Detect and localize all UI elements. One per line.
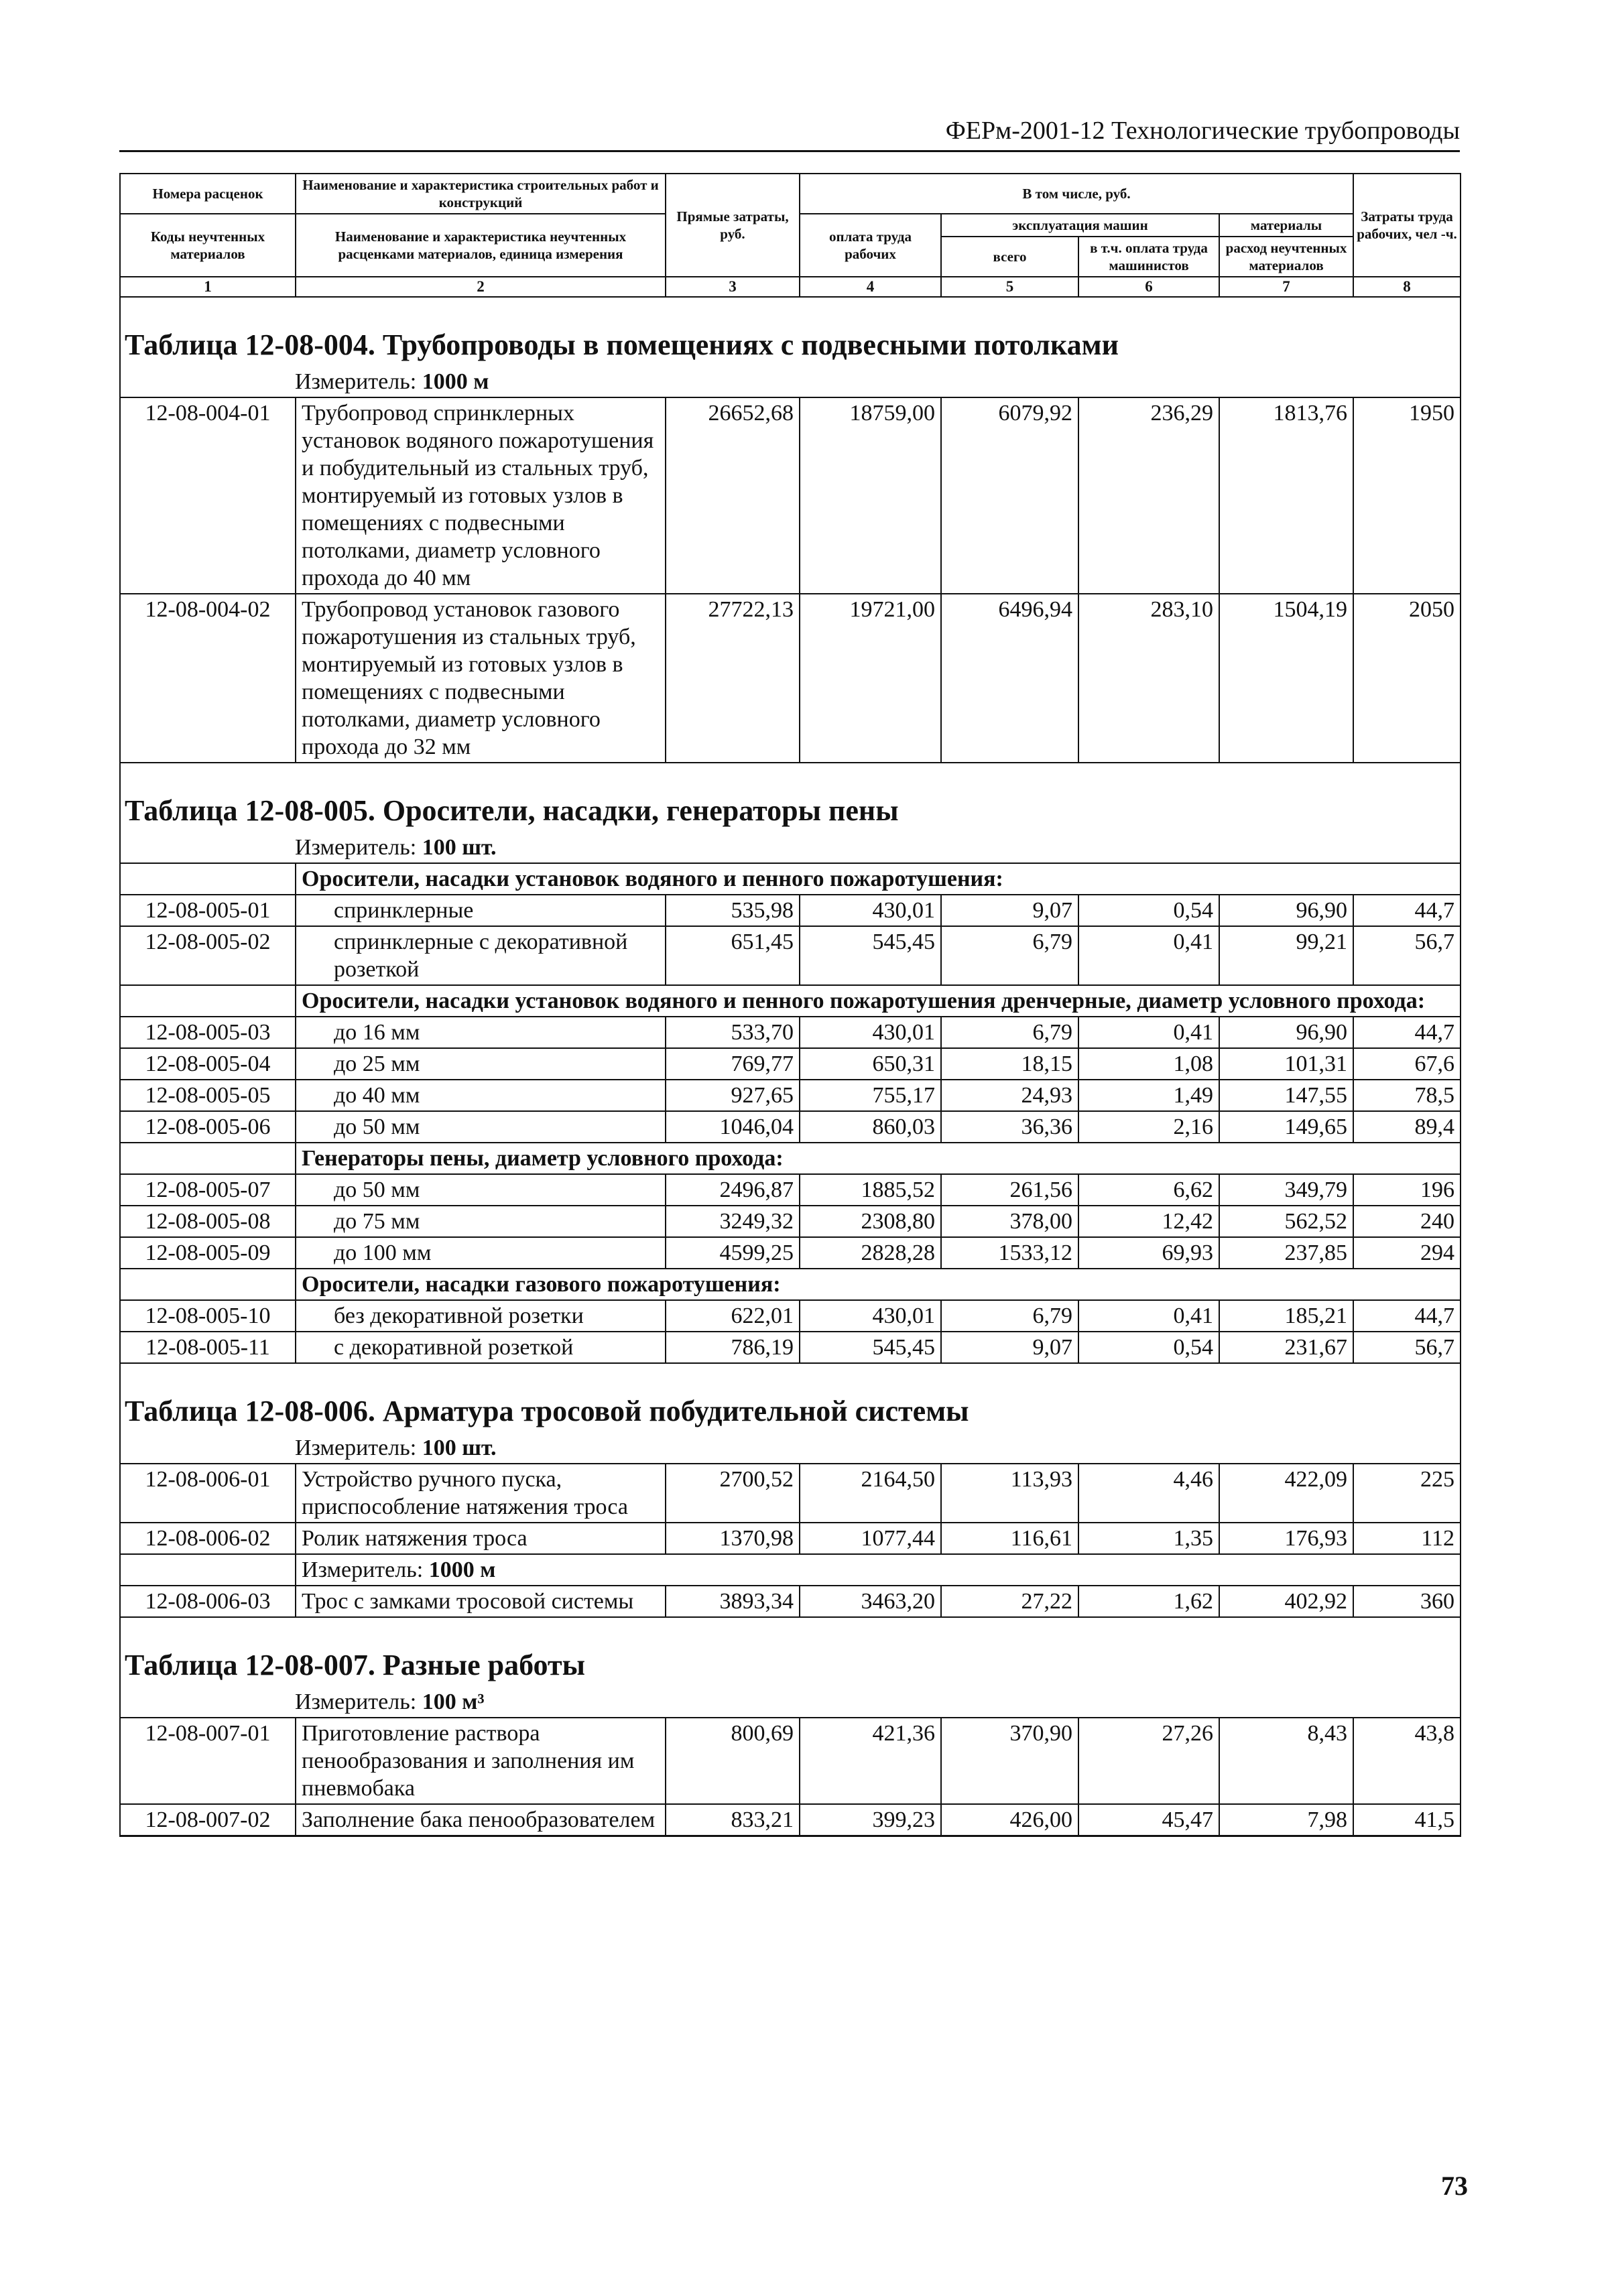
labor-hours: 2050 — [1353, 594, 1461, 763]
header-rates-numbers: Номера расценок — [120, 174, 296, 214]
rate-code: 12-08-005-03 — [120, 1017, 296, 1048]
header-materials-consumption: расход неучтенных материалов — [1219, 237, 1353, 277]
direct-costs: 833,21 — [666, 1804, 800, 1836]
group-code-cell — [120, 1269, 296, 1300]
page-header — [119, 114, 1460, 152]
materials-cost: 402,92 — [1219, 1586, 1353, 1617]
workers-pay: 430,01 — [800, 1017, 941, 1048]
labor-hours: 1950 — [1353, 397, 1461, 594]
materials-cost: 422,09 — [1219, 1464, 1353, 1523]
direct-costs: 533,70 — [666, 1017, 800, 1048]
materials-cost: 7,98 — [1219, 1804, 1353, 1836]
table-row — [120, 1080, 1461, 1111]
materials-cost: 349,79 — [1219, 1174, 1353, 1206]
column-number: 7 — [1219, 277, 1353, 297]
machinists-pay: 45,47 — [1078, 1804, 1219, 1836]
header-machines-total: всего — [941, 237, 1078, 277]
labor-hours: 56,7 — [1353, 926, 1461, 985]
direct-costs: 769,77 — [666, 1048, 800, 1080]
machines-total: 116,61 — [941, 1523, 1078, 1554]
workers-pay: 3463,20 — [800, 1586, 941, 1617]
group-heading-row — [120, 1269, 1461, 1300]
rate-code: 12-08-005-09 — [120, 1237, 296, 1269]
materials-cost: 101,31 — [1219, 1048, 1353, 1080]
direct-costs: 535,98 — [666, 895, 800, 926]
rate-code: 12-08-006-03 — [120, 1586, 296, 1617]
work-name: спринклерные — [296, 895, 666, 926]
unit-label: Измеритель: — [295, 835, 417, 860]
unit-row — [120, 367, 1461, 397]
materials-cost: 147,55 — [1219, 1080, 1353, 1111]
materials-cost: 8,43 — [1219, 1718, 1353, 1804]
workers-pay: 430,01 — [800, 895, 941, 926]
workers-pay: 19721,00 — [800, 594, 941, 763]
workers-pay: 755,17 — [800, 1080, 941, 1111]
work-name: Устройство ручного пуска, приспособление натяжения троса — [296, 1464, 666, 1523]
header-including-group: В том числе, руб. — [800, 174, 1353, 214]
machinists-pay: 27,26 — [1078, 1718, 1219, 1804]
labor-hours: 225 — [1353, 1464, 1461, 1523]
machines-total: 426,00 — [941, 1804, 1078, 1836]
workers-pay: 430,01 — [800, 1300, 941, 1332]
group-heading-row — [120, 985, 1461, 1017]
work-name: Заполнение бака пенообразователем — [296, 1804, 666, 1836]
rate-code: 12-08-005-08 — [120, 1206, 296, 1237]
section-title: Таблица 12-08-007. Разные работы — [120, 1617, 1461, 1687]
section-title-row — [120, 763, 1461, 833]
machines-total: 6,79 — [941, 1300, 1078, 1332]
workers-pay: 2828,28 — [800, 1237, 941, 1269]
machines-total: 113,93 — [941, 1464, 1078, 1523]
workers-pay: 1885,52 — [800, 1174, 941, 1206]
machinists-pay: 1,35 — [1078, 1523, 1219, 1554]
column-number: 3 — [666, 277, 800, 297]
machinists-pay: 0,41 — [1078, 1017, 1219, 1048]
section-title: Таблица 12-08-005. Оросители, насадки, генераторы пены — [120, 763, 1461, 833]
table-row — [120, 1300, 1461, 1332]
labor-hours: 89,4 — [1353, 1111, 1461, 1143]
workers-pay: 1077,44 — [800, 1523, 941, 1554]
section-title-row — [120, 1363, 1461, 1433]
header-workers-pay: оплата труда рабочих — [800, 214, 941, 277]
materials-cost: 1504,19 — [1219, 594, 1353, 763]
table-row — [120, 895, 1461, 926]
workers-pay: 545,45 — [800, 1332, 941, 1363]
workers-pay: 2308,80 — [800, 1206, 941, 1237]
machinists-pay: 2,16 — [1078, 1111, 1219, 1143]
machines-total: 1533,12 — [941, 1237, 1078, 1269]
group-heading-row — [120, 1143, 1461, 1174]
work-name: до 100 мм — [296, 1237, 666, 1269]
machines-total: 6,79 — [941, 1017, 1078, 1048]
unit-row-inline — [120, 1554, 1461, 1586]
materials-cost: 176,93 — [1219, 1523, 1353, 1554]
table-row — [120, 1523, 1461, 1554]
table-header-row-1 — [120, 174, 1461, 214]
unit-row — [120, 1433, 1461, 1464]
rate-code: 12-08-004-01 — [120, 397, 296, 594]
machines-total: 261,56 — [941, 1174, 1078, 1206]
unit-of-measure — [296, 1554, 1461, 1586]
machines-total: 9,07 — [941, 1332, 1078, 1363]
rate-code: 12-08-006-01 — [120, 1464, 296, 1523]
labor-hours: 44,7 — [1353, 1300, 1461, 1332]
unit-code-cell — [120, 1554, 296, 1586]
direct-costs: 622,01 — [666, 1300, 800, 1332]
table-row — [120, 1174, 1461, 1206]
work-name: с декоративной розеткой — [296, 1332, 666, 1363]
machinists-pay: 4,46 — [1078, 1464, 1219, 1523]
unit-value: 100 шт. — [422, 1436, 497, 1460]
labor-hours: 112 — [1353, 1523, 1461, 1554]
table-row — [120, 1206, 1461, 1237]
table-row — [120, 1017, 1461, 1048]
workers-pay: 860,03 — [800, 1111, 941, 1143]
machinists-pay: 12,42 — [1078, 1206, 1219, 1237]
unit-label: Измеритель: — [295, 369, 417, 394]
machinists-pay: 0,54 — [1078, 1332, 1219, 1363]
group-code-cell — [120, 985, 296, 1017]
labor-hours: 78,5 — [1353, 1080, 1461, 1111]
unit-row — [120, 1687, 1461, 1718]
header-labor-hours: Затраты труда рабочих, чел -ч. — [1353, 174, 1461, 277]
rate-code: 12-08-005-01 — [120, 895, 296, 926]
labor-hours: 360 — [1353, 1586, 1461, 1617]
machines-total: 27,22 — [941, 1586, 1078, 1617]
unit-of-measure — [120, 1687, 1461, 1718]
unit-value: 1000 м — [428, 1557, 496, 1582]
machines-total: 18,15 — [941, 1048, 1078, 1080]
work-name: Трубопровод спринклерных установок водяного пожаротушения и побудительный из стальных труб, монтируемый из готовых узлов в помещениях с подвесными потолками, диаметр условного прохода до 40 мм — [296, 397, 666, 594]
machines-total: 36,36 — [941, 1111, 1078, 1143]
table-row — [120, 594, 1461, 763]
rate-code: 12-08-007-02 — [120, 1804, 296, 1836]
table-row — [120, 1332, 1461, 1363]
page-header-title: ФЕРм-2001-12 Технологические трубопроводы — [945, 117, 1460, 145]
machinists-pay: 0,41 — [1078, 926, 1219, 985]
unit-label: Измеритель: — [302, 1557, 424, 1582]
materials-cost: 562,52 — [1219, 1206, 1353, 1237]
unit-value: 1000 м — [422, 369, 489, 394]
machines-total: 6079,92 — [941, 397, 1078, 594]
group-heading: Оросители, насадки газового пожаротушения: — [296, 1269, 1461, 1300]
group-heading: Генераторы пены, диаметр условного прохода: — [296, 1143, 1461, 1174]
group-heading: Оросители, насадки установок водяного и пенного пожаротушения дренчерные, диаметр условного прохода: — [296, 985, 1461, 1017]
work-name: до 50 мм — [296, 1174, 666, 1206]
workers-pay: 545,45 — [800, 926, 941, 985]
section-title: Таблица 12-08-006. Арматура тросовой побудительной системы — [120, 1363, 1461, 1433]
materials-cost: 185,21 — [1219, 1300, 1353, 1332]
work-name: без декоративной розетки — [296, 1300, 666, 1332]
unit-value: 100 шт. — [422, 835, 497, 860]
direct-costs: 1370,98 — [666, 1523, 800, 1554]
group-heading: Оросители, насадки установок водяного и пенного пожаротушения: — [296, 863, 1461, 895]
table-row — [120, 1111, 1461, 1143]
labor-hours: 56,7 — [1353, 1332, 1461, 1363]
table-row — [120, 1464, 1461, 1523]
machinists-pay: 6,62 — [1078, 1174, 1219, 1206]
direct-costs: 3249,32 — [666, 1206, 800, 1237]
direct-costs: 2700,52 — [666, 1464, 800, 1523]
section-title-row — [120, 1617, 1461, 1687]
page-number: 73 — [1441, 2171, 1468, 2201]
unit-value: 100 м³ — [422, 1689, 485, 1714]
header-codes-unaccounted: Коды неучтенных материалов — [120, 214, 296, 277]
workers-pay: 2164,50 — [800, 1464, 941, 1523]
rate-code: 12-08-005-06 — [120, 1111, 296, 1143]
machinists-pay: 0,41 — [1078, 1300, 1219, 1332]
direct-costs: 2496,87 — [666, 1174, 800, 1206]
work-name: Приготовление раствора пенообразования и заполнения им пневмобака — [296, 1718, 666, 1804]
table-row — [120, 1048, 1461, 1080]
machines-total: 6,79 — [941, 926, 1078, 985]
labor-hours: 44,7 — [1353, 1017, 1461, 1048]
workers-pay: 18759,00 — [800, 397, 941, 594]
header-machine-operation: эксплуатация машин — [941, 214, 1219, 237]
header-machinists-pay: в т.ч. оплата труда машинистов — [1078, 237, 1219, 277]
unit-of-measure — [120, 833, 1461, 863]
labor-hours: 43,8 — [1353, 1718, 1461, 1804]
labor-hours: 240 — [1353, 1206, 1461, 1237]
machines-total: 24,93 — [941, 1080, 1078, 1111]
rates-table — [119, 173, 1461, 1837]
group-heading-row — [120, 863, 1461, 895]
materials-cost: 149,65 — [1219, 1111, 1353, 1143]
machines-total: 9,07 — [941, 895, 1078, 926]
rate-code: 12-08-005-05 — [120, 1080, 296, 1111]
table-row — [120, 1804, 1461, 1836]
direct-costs: 927,65 — [666, 1080, 800, 1111]
materials-cost: 96,90 — [1219, 895, 1353, 926]
group-code-cell — [120, 863, 296, 895]
table-row — [120, 397, 1461, 594]
section-title: Таблица 12-08-004. Трубопроводы в помещениях с подвесными потолками — [120, 297, 1461, 367]
labor-hours: 44,7 — [1353, 895, 1461, 926]
materials-cost: 99,21 — [1219, 926, 1353, 985]
table-row — [120, 926, 1461, 985]
rate-code: 12-08-005-04 — [120, 1048, 296, 1080]
header-materials: материалы — [1219, 214, 1353, 237]
unit-label: Измеритель: — [295, 1436, 417, 1460]
machines-total: 6496,94 — [941, 594, 1078, 763]
machinists-pay: 236,29 — [1078, 397, 1219, 594]
rate-code: 12-08-005-07 — [120, 1174, 296, 1206]
labor-hours: 294 — [1353, 1237, 1461, 1269]
unit-label: Измеритель: — [295, 1689, 417, 1714]
machinists-pay: 1,49 — [1078, 1080, 1219, 1111]
direct-costs: 26652,68 — [666, 397, 800, 594]
direct-costs: 800,69 — [666, 1718, 800, 1804]
workers-pay: 650,31 — [800, 1048, 941, 1080]
column-number: 6 — [1078, 277, 1219, 297]
labor-hours: 41,5 — [1353, 1804, 1461, 1836]
work-name: спринклерные с декоративной розеткой — [296, 926, 666, 985]
work-name: до 16 мм — [296, 1017, 666, 1048]
materials-cost: 231,67 — [1219, 1332, 1353, 1363]
workers-pay: 421,36 — [800, 1718, 941, 1804]
work-name: Трос с замками тросовой системы — [296, 1586, 666, 1617]
column-numbers-row — [120, 277, 1461, 297]
machinists-pay: 1,62 — [1078, 1586, 1219, 1617]
unit-of-measure — [120, 367, 1461, 397]
machines-total: 378,00 — [941, 1206, 1078, 1237]
column-number: 1 — [120, 277, 296, 297]
column-number: 8 — [1353, 277, 1461, 297]
machines-total: 370,90 — [941, 1718, 1078, 1804]
machinists-pay: 0,54 — [1078, 895, 1219, 926]
direct-costs: 651,45 — [666, 926, 800, 985]
materials-cost: 237,85 — [1219, 1237, 1353, 1269]
section-title-row — [120, 297, 1461, 367]
direct-costs: 786,19 — [666, 1332, 800, 1363]
labor-hours: 196 — [1353, 1174, 1461, 1206]
column-number: 4 — [800, 277, 941, 297]
rate-code: 12-08-005-11 — [120, 1332, 296, 1363]
unit-row — [120, 833, 1461, 863]
rate-code: 12-08-004-02 — [120, 594, 296, 763]
unit-of-measure — [120, 1433, 1461, 1464]
direct-costs: 27722,13 — [666, 594, 800, 763]
work-name: до 50 мм — [296, 1111, 666, 1143]
rate-code: 12-08-007-01 — [120, 1718, 296, 1804]
rate-code: 12-08-006-02 — [120, 1523, 296, 1554]
labor-hours: 67,6 — [1353, 1048, 1461, 1080]
table-row — [120, 1586, 1461, 1617]
direct-costs: 4599,25 — [666, 1237, 800, 1269]
materials-cost: 96,90 — [1219, 1017, 1353, 1048]
work-name: до 75 мм — [296, 1206, 666, 1237]
work-name: до 25 мм — [296, 1048, 666, 1080]
work-name: Трубопровод установок газового пожаротушения из стальных труб, монтируемый из готовых узлов в помещениях с подвесными потолками, диаметр условного прохода до 32 мм — [296, 594, 666, 763]
direct-costs: 3893,34 — [666, 1586, 800, 1617]
materials-cost: 1813,76 — [1219, 397, 1353, 594]
work-name: до 40 мм — [296, 1080, 666, 1111]
machinists-pay: 283,10 — [1078, 594, 1219, 763]
rate-code: 12-08-005-10 — [120, 1300, 296, 1332]
workers-pay: 399,23 — [800, 1804, 941, 1836]
machinists-pay: 69,93 — [1078, 1237, 1219, 1269]
header-direct-costs: Прямые затраты, руб. — [666, 174, 800, 277]
group-code-cell — [120, 1143, 296, 1174]
column-number: 2 — [296, 277, 666, 297]
work-name: Ролик натяжения троса — [296, 1523, 666, 1554]
direct-costs: 1046,04 — [666, 1111, 800, 1143]
header-work-name: Наименование и характеристика строительных работ и конструкций — [296, 174, 666, 214]
column-number: 5 — [941, 277, 1078, 297]
header-materials-name: Наименование и характеристика неучтенных расценками материалов, единица измерения — [296, 214, 666, 277]
table-row — [120, 1237, 1461, 1269]
table-row — [120, 1718, 1461, 1804]
machinists-pay: 1,08 — [1078, 1048, 1219, 1080]
rate-code: 12-08-005-02 — [120, 926, 296, 985]
